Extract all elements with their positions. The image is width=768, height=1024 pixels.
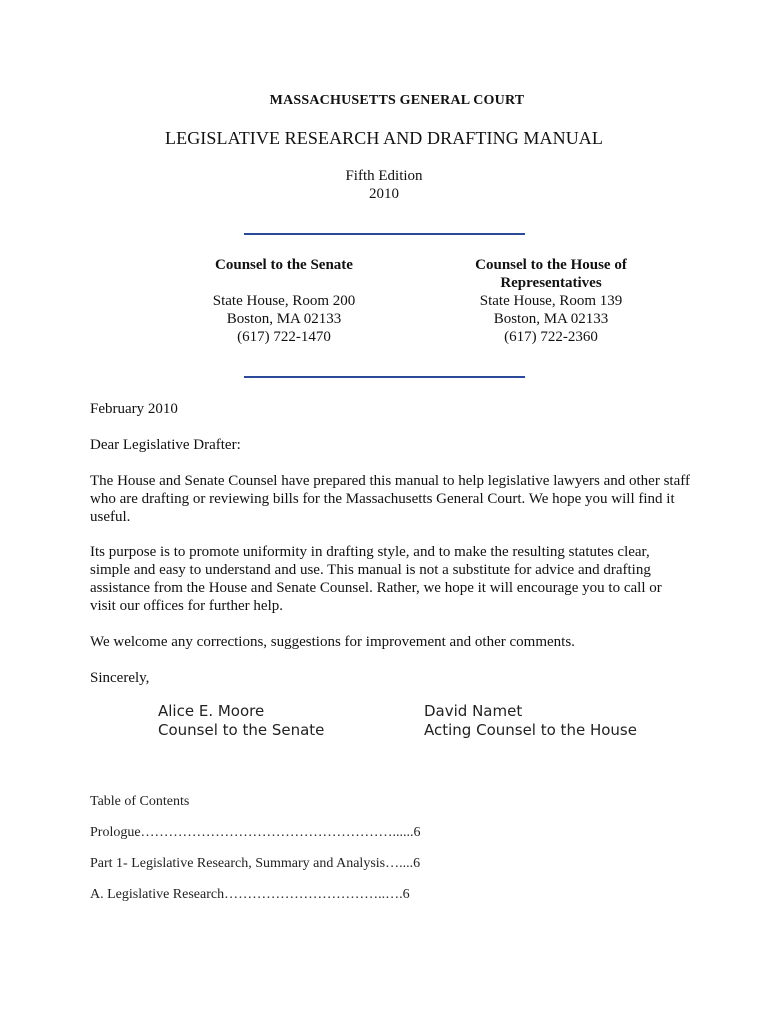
letter-paragraph-2: Its purpose is to promote uniformity in drafting style, and to make the resulting statutes clear, simple and easy to understand and use. This manual is not a substitute for advice and drafting assistance from the House and Senate Counsel. Rather, we hope it will encourage you to call or visit our offices for further help. bbox=[90, 544, 662, 614]
letter-salutation: Dear Legislative Drafter: bbox=[90, 437, 241, 453]
manual-title: LEGISLATIVE RESEARCH AND DRAFTING MANUAL bbox=[165, 128, 603, 148]
senate-counsel-title: Counsel to the Senate bbox=[215, 257, 353, 273]
senate-address-line1: State House, Room 200 bbox=[212, 293, 356, 309]
letter-closing: Sincerely, bbox=[90, 670, 150, 686]
senate-address-line2: Boston, MA 02133 bbox=[226, 311, 342, 327]
toc-heading: Table of Contents bbox=[90, 794, 190, 809]
edition-block bbox=[0, 167, 768, 203]
house-counsel-title-line1: Counsel to the House of bbox=[475, 257, 627, 273]
edition-year: 2010 bbox=[369, 186, 399, 202]
house-phone: (617) 722-2360 bbox=[504, 329, 598, 345]
signature-right-title: Acting Counsel to the House bbox=[424, 721, 637, 739]
senate-counsel-address bbox=[180, 292, 388, 346]
senate-phone: (617) 722-1470 bbox=[237, 329, 331, 345]
house-address-line1: State House, Room 139 bbox=[479, 293, 623, 309]
letter-paragraph-1: The House and Senate Counsel have prepared this manual to help legislative lawyers and other staff who are drafting or reviewing bills for the Massachusetts General Court. We hope you will find it useful. bbox=[90, 473, 690, 525]
toc-entry[interactable]: Prologue………………………………………………......6 bbox=[90, 825, 421, 840]
top-divider bbox=[244, 233, 525, 235]
house-counsel-title-line2: Representatives bbox=[500, 275, 602, 291]
bottom-divider bbox=[244, 376, 525, 378]
edition-label: Fifth Edition bbox=[345, 168, 423, 184]
letter-paragraph-3: We welcome any corrections, suggestions for improvement and other comments. bbox=[90, 634, 575, 650]
court-name: MASSACHUSETTS GENERAL COURT bbox=[269, 93, 525, 108]
senate-counsel-heading bbox=[180, 256, 388, 274]
signature-left bbox=[158, 702, 324, 740]
signature-right bbox=[424, 702, 637, 740]
signature-left-title: Counsel to the Senate bbox=[158, 721, 325, 739]
house-counsel-address bbox=[447, 292, 655, 346]
toc-entry[interactable]: Part 1- Legislative Research, Summary and Analysis…....6 bbox=[90, 856, 421, 871]
signature-left-name: Alice E. Moore bbox=[158, 702, 265, 720]
house-counsel-heading bbox=[447, 256, 655, 292]
letter-date: February 2010 bbox=[90, 401, 178, 417]
toc-entry[interactable]: A. Legislative Research……………………………..….6 bbox=[90, 887, 410, 902]
house-address-line2: Boston, MA 02133 bbox=[493, 311, 609, 327]
signature-right-name: David Namet bbox=[424, 702, 523, 720]
